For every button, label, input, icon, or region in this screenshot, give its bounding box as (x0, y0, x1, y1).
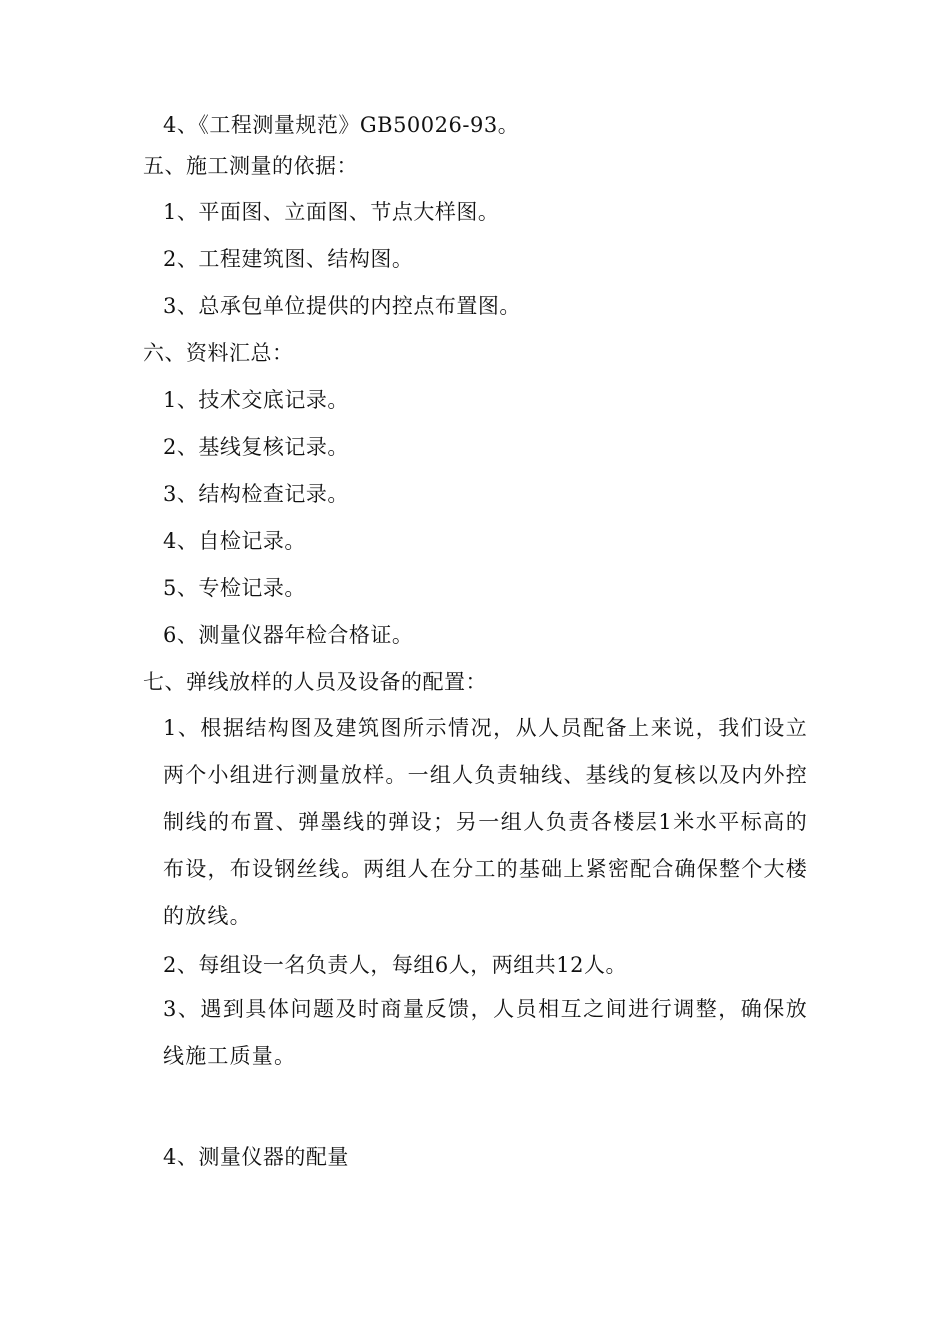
basis-item-3: 3、总承包单位提供的内控点布置图。 (163, 294, 521, 318)
reference-item-4: 4、《工程测量规范》GB50026-93。 (163, 113, 520, 137)
basis-item-2: 2、工程建筑图、结构图。 (163, 247, 414, 271)
records-item-1: 1、技术交底记录。 (163, 388, 349, 412)
records-item-5: 5、专检记录。 (163, 576, 306, 600)
basis-item-1: 1、平面图、立面图、节点大样图。 (163, 200, 500, 224)
instrument-heading: 4、测量仪器的配量 (163, 1145, 349, 1169)
staffing-paragraph-3: 3、遇到具体问题及时商量反馈，人员相互之间进行调整，确保放线施工质量。 (163, 997, 808, 1068)
staffing-item-2: 2、每组设一名负责人，每组6人，两组共12人。 (163, 953, 627, 977)
section-heading-7: 七、弹线放样的人员及设备的配置： (143, 670, 487, 694)
records-item-4: 4、自检记录。 (163, 529, 306, 553)
records-item-2: 2、基线复核记录。 (163, 435, 349, 459)
staffing-paragraph-1: 1、根据结构图及建筑图所示情况，从人员配备上来说，我们设立两个小组进行测量放样。一组人负责轴线、基线的复核以及内外控制线的布置、弹墨线的弹设；另一组人负责各楼层1米水平标高的布设，布设钢丝线。两组人在分工的基础上紧密配合确保整个大楼的放线。 (163, 716, 808, 928)
records-item-3: 3、结构检查记录。 (163, 482, 349, 506)
section-heading-6: 六、资料汇总： (143, 341, 294, 365)
records-item-6: 6、测量仪器年检合格证。 (163, 623, 414, 647)
section-heading-5: 五、施工测量的依据： (143, 154, 358, 178)
